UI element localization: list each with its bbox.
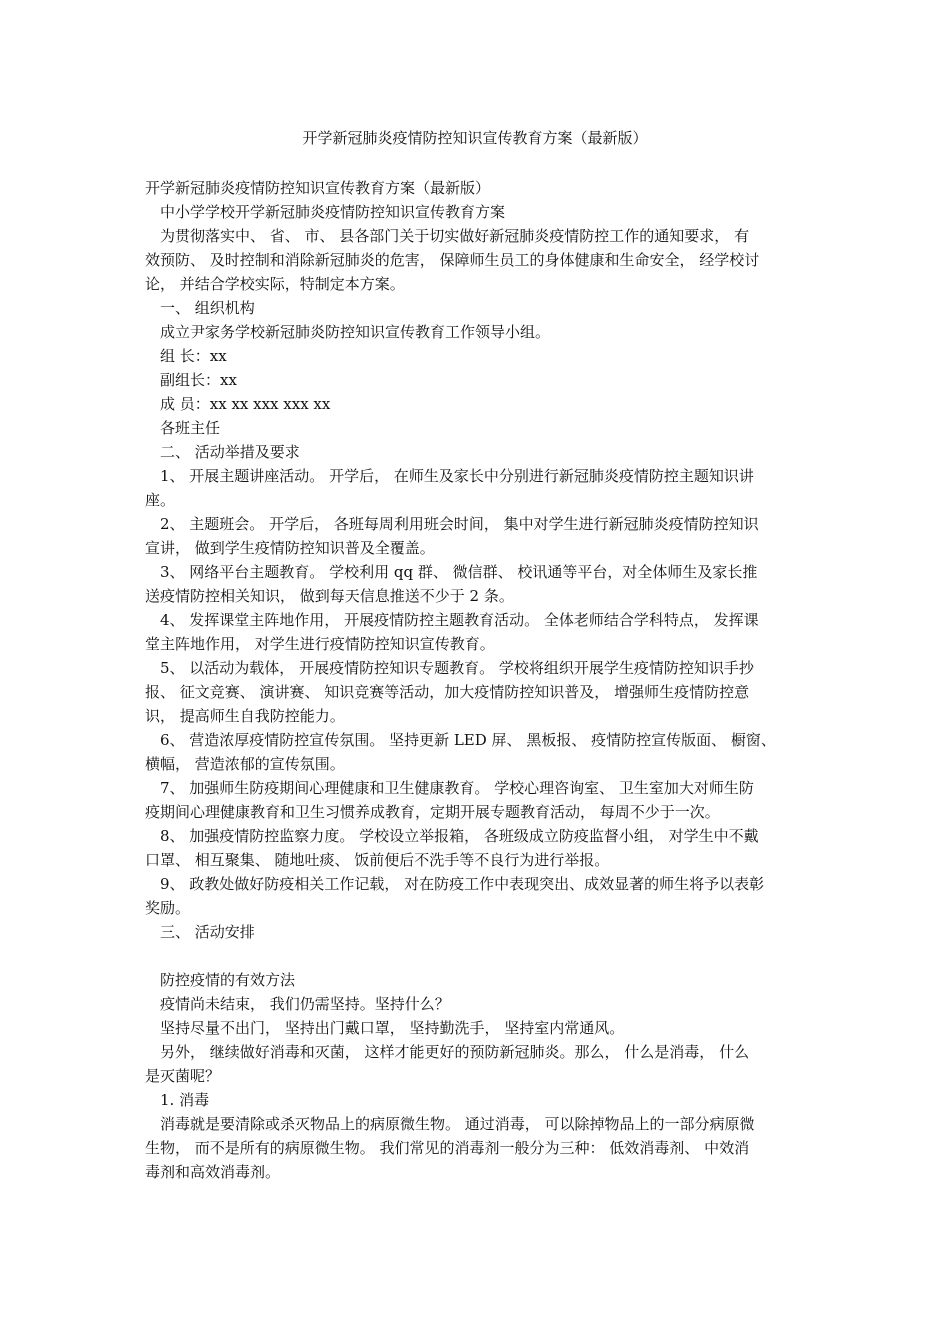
intro-paragraph-line: 效预防、 及时控制和消除新冠肺炎的危害， 保障师生员工的身体健康和生命安全， 经学校讨 [145,251,760,269]
list-item-line: 3、 网络平台主题教育。 学校利用 qq 群、 微信群、 校讯通等平台，对全体师生及家长推 [160,563,758,581]
list-item-line: 送疫情防控相关知识， 做到每天信息推送不少于 2 条。 [145,587,514,605]
list-item-line: 疫期间心理健康教育和卫生习惯养成教育，定期开展专题教育活动， 每周不少于一次。 [145,803,720,821]
list-item-line: 口罩、 相互聚集、 随地吐痰、 饭前便后不洗手等不良行为进行举报。 [145,851,610,869]
list-item-line: 8、 加强疫情防控监察力度。 学校设立举报箱， 各班级成立防疫监督小组， 对学生中不戴 [160,827,759,845]
list-item-line: 横幅， 营造浓郁的宣传氛围。 [145,755,345,773]
paragraph-line: 是灭菌呢？ [145,1067,221,1085]
section-heading-1: 一、 组织机构 [160,299,255,317]
paragraph-line: 坚持尽量不出门， 坚持出门戴口罩， 坚持勤洗手， 坚持室内常通风。 [160,1019,625,1037]
list-item-line: 报、 征文竞赛、 演讲赛、 知识竞赛等活动，加大疫情防控知识普及， 增强师生疫情防控意 [145,683,750,701]
paragraph-line: 毒剂和高效消毒剂。 [145,1163,281,1181]
paragraph-line: 疫情尚未结束， 我们仍需坚持。坚持什么？ [160,995,450,1013]
subtitle-line: 开学新冠肺炎疫情防控知识宣传教育方案（最新版） [145,179,491,197]
document-body [145,176,820,1184]
members-line: 成 员：xx xx xxx xxx xx [160,395,331,413]
list-item-line: 4、 发挥课堂主阵地作用， 开展疫情防控主题教育活动。 全体老师结合学科特点， 发挥课 [160,611,759,629]
leader-line: 组 长：xx [160,347,227,365]
numbered-heading: 1. 消毒 [160,1091,210,1109]
paragraph-line: 另外， 继续做好消毒和灭菌， 这样才能更好的预防新冠肺炎。那么， 什么是消毒， 什么 [160,1043,750,1061]
plan-title: 中小学学校开学新冠肺炎疫情防控知识宣传教育方案 [160,203,506,221]
blank-line [145,944,820,968]
list-item-line: 5、 以活动为载体， 开展疫情防控知识专题教育。 学校将组织开展学生疫情防控知识手抄 [160,659,754,677]
paragraph-line: 消毒就是要清除或杀灭物品上的病原微生物。 通过消毒， 可以除掉物品上的一部分病原微 [160,1115,755,1133]
list-item-line: 识， 提高师生自我防控能力。 [145,707,345,725]
section-heading-2: 二、 活动举措及要求 [160,443,300,461]
intro-paragraph-line: 论， 并结合学校实际，特制定本方案。 [145,275,405,293]
list-item-line: 座。 [145,491,176,509]
list-item-line: 宣讲， 做到学生疫情防控知识普及全覆盖。 [145,539,435,557]
list-item-line: 2、 主题班会。 开学后， 各班每周利用班会时间， 集中对学生进行新冠肺炎疫情防控知识 [160,515,759,533]
subsection-heading: 防控疫情的有效方法 [160,971,296,989]
class-teachers-line: 各班主任 [160,419,221,437]
section-heading-3: 三、 活动安排 [160,923,255,941]
list-item-line: 7、 加强师生防疫期间心理健康和卫生健康教育。 学校心理咨询室、 卫生室加大对师生防 [160,779,754,797]
list-item-line: 1、 开展主题讲座活动。 开学后， 在师生及家长中分别进行新冠肺炎疫情防控主题知识讲 [160,467,754,485]
list-item-line: 9、 政教处做好防疫相关工作记载， 对在防疫工作中表现突出、成效显著的师生将予以表彰 [160,875,765,893]
list-item-line: 奖励。 [145,899,191,917]
intro-paragraph-line: 为贯彻落实中、 省、 市、 县各部门关于切实做好新冠肺炎疫情防控工作的通知要求， 有 [160,227,750,245]
paragraph-line: 生物， 而不是所有的病原微生物。 我们常见的消毒剂一般分为三种： 低效消毒剂、 中效消 [145,1139,750,1157]
deputy-leader-line: 副组长：xx [160,371,237,389]
document-title: 开学新冠肺炎疫情防控知识宣传教育方案（最新版） [302,129,648,147]
list-item-line: 堂主阵地作用， 对学生进行疫情防控知识宣传教育。 [145,635,495,653]
paragraph-line: 成立尹家务学校新冠肺炎防控知识宣传教育工作领导小组。 [160,323,551,341]
list-item-line: 6、 营造浓厚疫情防控宣传氛围。 坚持更新 LED 屏、 黑板报、 疫情防控宣传版面、 橱窗、 [160,731,776,749]
